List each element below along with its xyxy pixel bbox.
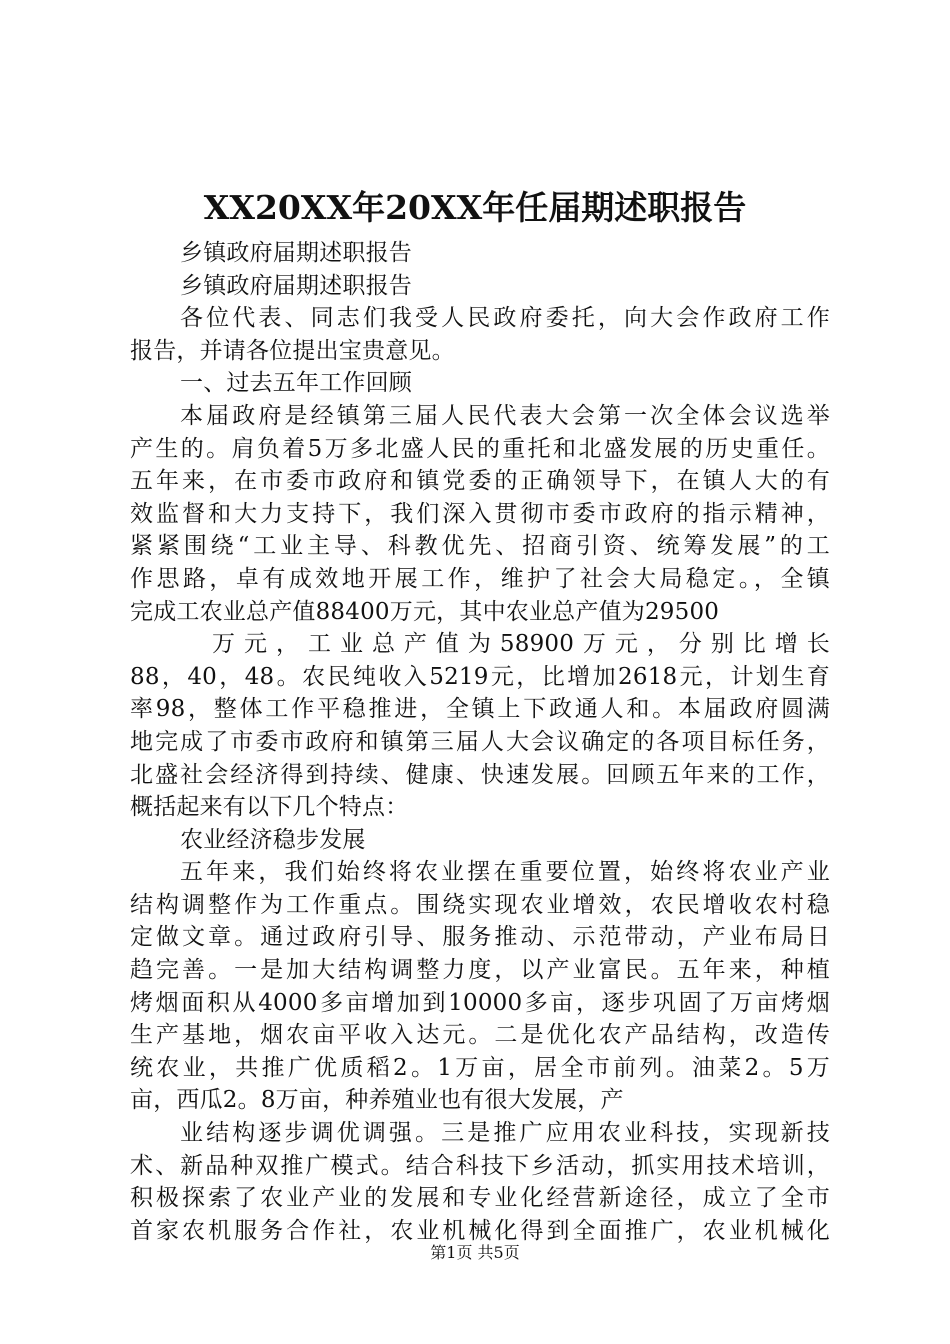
paragraph-line: 效监督和大力支持下，我们深入贯彻市委市政府的指示精神， bbox=[130, 500, 830, 527]
paragraph-line: 烤烟面积从4000多亩增加到10000多亩，逐步巩固了万亩烤烟 bbox=[130, 989, 830, 1016]
paragraph-line: 报告，并请各位提出宝贵意见。 bbox=[130, 337, 455, 364]
paragraph-line: 亩，西瓜2。8万亩，种养殖业也有很大发展，产 bbox=[130, 1087, 624, 1114]
document-body bbox=[130, 237, 830, 1247]
paragraph-line: 万元，工业总产值为58900万元，分别比增长 bbox=[212, 631, 830, 658]
page-number-footer: 第1页 共5页 bbox=[430, 1243, 520, 1262]
paragraph-line: 北盛社会经济得到持续、健康、快速发展。回顾五年来的工作， bbox=[130, 761, 830, 788]
paragraph-line: 积极探索了农业产业的发展和专业化经营新途径，成立了全市 bbox=[130, 1185, 830, 1212]
paragraph-line: 地完成了市委市政府和镇第三届人大会议确定的各项目标任务， bbox=[130, 728, 830, 755]
document-title: XX20XX年20XX年任届期述职报告 bbox=[203, 188, 747, 227]
paragraph-line: 五年来，在市委市政府和镇党委的正确领导下，在镇人大的有 bbox=[130, 468, 830, 495]
paragraph-line: 产生的。肩负着5万多北盛人民的重托和北盛发展的历史重任。 bbox=[130, 435, 830, 462]
paragraph-line: 业结构逐步调优调强。三是推广应用农业科技，实现新技 bbox=[180, 1120, 830, 1147]
paragraph-line: 定做文章。通过政府引导、服务推动、示范带动，产业布局日 bbox=[130, 924, 830, 951]
paragraph-line: 乡镇政府届期述职报告 bbox=[180, 240, 412, 266]
paragraph-line: 概括起来有以下几个特点： bbox=[130, 794, 409, 821]
paragraph-line: 趋完善。一是加大结构调整力度，以产业富民。五年来，种植 bbox=[130, 957, 830, 984]
paragraph-line: 统农业，共推广优质稻2。1万亩，居全市前列。油菜2。5万 bbox=[130, 1054, 830, 1081]
paragraph-line: 紧紧围绕“工业主导、科教优先、招商引资、统筹发展”的工 bbox=[130, 533, 830, 560]
paragraph-line: 率98，整体工作平稳推进，全镇上下政通人和。本届政府圆满 bbox=[130, 696, 830, 723]
paragraph-line: 生产基地，烟农亩平收入达元。二是优化农产品结构，改造传 bbox=[130, 1022, 830, 1049]
paragraph-line: 首家农机服务合作社，农业机械化得到全面推广，农业机械化 bbox=[130, 1217, 830, 1244]
paragraph-line: 五年来，我们始终将农业摆在重要位置，始终将农业产业 bbox=[180, 859, 830, 886]
paragraph-line: 结构调整作为工作重点。围绕实现农业增效，农民增收农村稳 bbox=[130, 891, 830, 918]
paragraph-line: 完成工农业总产值88400万元，其中农业总产值为29500 bbox=[130, 598, 720, 625]
paragraph-line: 乡镇政府届期述职报告 bbox=[180, 272, 412, 299]
paragraph-line: 各位代表、同志们我受人民政府委托，向大会作政府工作 bbox=[180, 305, 830, 332]
section-heading: 一、过去五年工作回顾 bbox=[180, 370, 412, 397]
paragraph-line: 术、新品种双推广模式。结合科技下乡活动，抓实用技术培训， bbox=[130, 1152, 830, 1179]
paragraph-line: 作思路，卓有成效地开展工作，维护了社会大局稳定。，全镇 bbox=[130, 565, 830, 592]
paragraph-line: 本届政府是经镇第三届人民代表大会第一次全体会议选举 bbox=[180, 402, 830, 429]
section-heading: 农业经济稳步发展 bbox=[180, 826, 366, 853]
paragraph-line: 88，40，48。农民纯收入5219元，比增加2618元，计划生育 bbox=[130, 663, 830, 690]
